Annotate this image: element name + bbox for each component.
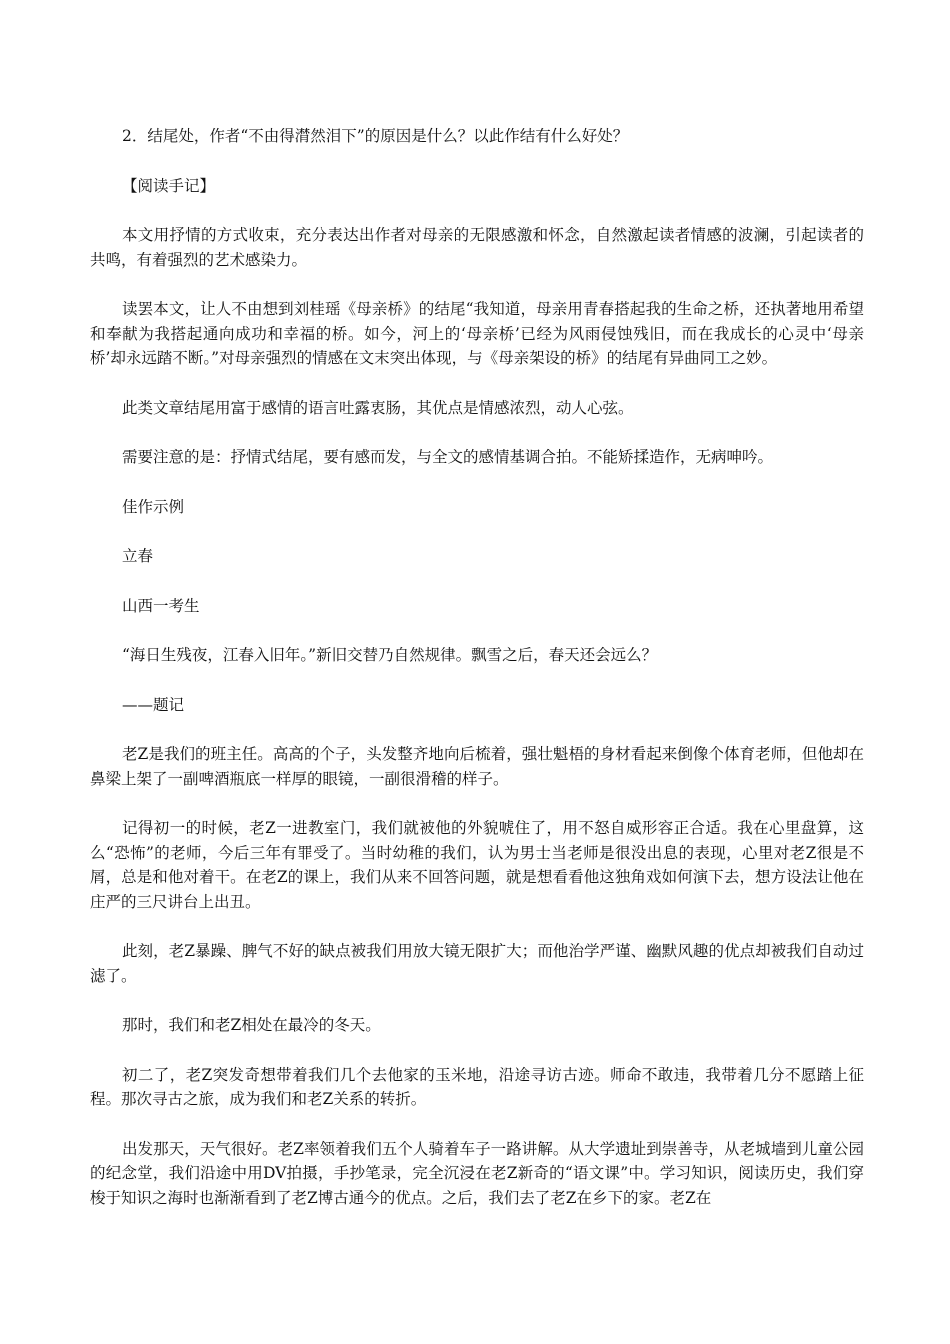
epigraph: “海日生残夜，江春入旧年。”新旧交替乃自然规律。飘雪之后，春天还会远么？ bbox=[122, 646, 658, 664]
section-heading-example: 佳作示例 bbox=[122, 497, 185, 516]
body-paragraph: 需要注意的是：抒情式结尾，要有感而发，与全文的感情基调合拍。不能矫揉造作，无病呻吟。 bbox=[122, 448, 774, 466]
body-paragraph: 本文用抒情的方式收束，充分表达出作者对母亲的无限感激和怀念，自然激起读者情感的波澜，引起读者的共鸣，有着强烈的艺术感染力。 bbox=[90, 226, 864, 269]
body-paragraph: 读罢本文，让人不由想到刘桂瑶《母亲桥》的结尾“我知道，母亲用青春搭起我的生命之桥，还执著地用希望和奉献为我搭起通向成功和幸福的桥。如今，河上的‘母亲桥’已经为风雨侵蚀残旧，而在我成长的心灵中‘母亲桥’却永远踏不断。”对母亲强烈的情感在文末突出体现，与《母亲架设的桥》的结尾有异曲同工之妙。 bbox=[90, 300, 864, 367]
question-paragraph: 2．结尾处，作者“不由得潸然泪下”的原因是什么？以此作结有什么好处？ bbox=[122, 127, 629, 145]
section-heading-reading-notes: 【阅读手记】 bbox=[122, 176, 216, 195]
essay-paragraph: 出发那天，天气很好。老Z率领着我们五个人骑着车子一路讲解。从大学遗址到崇善寺，从老城墙到儿童公园的纪念堂，我们沿途中用DV拍摄，手抄笔录，完全沉浸在老Z新奇的“语文课”中。学习知识，阅读历史，我们穿梭于知识之海时也渐渐看到了老Z博古通今的优点。之后，我们去了老Z在乡下的家。老Z在 bbox=[90, 1139, 864, 1207]
essay-paragraph: 那时，我们和老Z相处在最冷的冬天。 bbox=[122, 1016, 381, 1034]
epigraph-label: ——题记 bbox=[122, 695, 185, 714]
essay-paragraph: 初二了，老Z突发奇想带着我们几个去他家的玉米地，沿途寻访古迹。师命不敢违，我带着几分不愿踏上征程。那次寻古之旅，成为我们和老Z关系的转折。 bbox=[90, 1065, 864, 1108]
essay-paragraph: 记得初一的时候，老Z一进教室门，我们就被他的外貌唬住了，用不怒自威形容正合适。我在心里盘算，这么“恐怖”的老师，今后三年有罪受了。当时幼稚的我们，认为男士当老师是很没出息的表现，心里对老Z很是不屑，总是和他对着干。在老Z的课上，我们从来不回答问题，就是想看看他这独角戏如何演下去，想方设法让他在庄严的三尺讲台上出丑。 bbox=[90, 819, 864, 911]
essay-title: 立春 bbox=[122, 547, 154, 565]
body-paragraph: 此类文章结尾用富于感情的语言吐露衷肠，其优点是情感浓烈，动人心弦。 bbox=[122, 398, 634, 417]
document-body bbox=[90, 124, 864, 1210]
essay-paragraph: 老Z是我们的班主任。高高的个子，头发整齐地向后梳着，强壮魁梧的身材看起来倒像个体育老师，但他却在鼻梁上架了一副啤酒瓶底一样厚的眼镜，一副很滑稽的样子。 bbox=[90, 745, 864, 788]
essay-author: 山西一考生 bbox=[122, 596, 200, 615]
essay-paragraph: 此刻，老Z暴躁、脾气不好的缺点被我们用放大镜无限扩大；而他治学严谨、幽默风趣的优点却被我们自动过滤了。 bbox=[90, 942, 864, 985]
